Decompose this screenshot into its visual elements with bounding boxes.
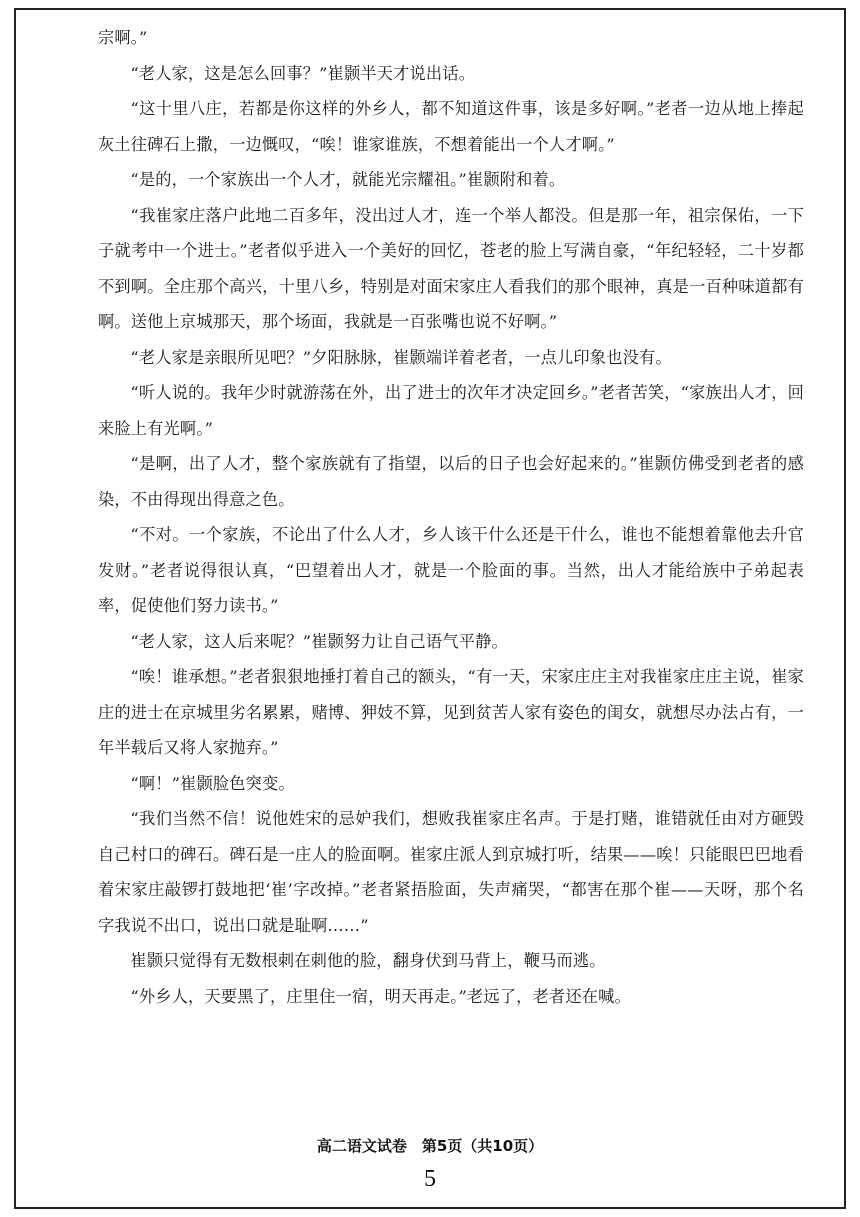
paragraph: “我崔家庄落户此地二百多年，没出过人才，连一个举人都没。但是那一年，祖宗保佑，一下子就考中一个进士。”老者似乎进入一个美好的回忆，苍老的脸上写满自豪，“年纪轻轻，二十岁都不到啊。全庄那个高兴，十里八乡，特别是对面宋家庄人看我们的那个眼神，真是一百种味道都有啊。送他上京城那天，那个场面，我就是一百张嘴也说不好啊。” [98,205,804,331]
paragraph: “我们当然不信！说他姓宋的忌妒我们，想败我崔家庄名声。于是打赌，谁错就任由对方砸毁自己村口的碑石。碑石是一庄人的脸面啊。崔家庄派人到京城打听，结果——唉！只能眼巴巴地看着宋家庄敲锣打鼓地把‘崔’字改掉。”老者紧捂脸面，失声痛哭，“都害在那个崔——天呀，那个名字我说不出口，说出口就是耻啊……” [98,809,804,935]
paragraph: “这十里八庄，若都是你这样的外乡人，都不知道这件事，该是多好啊。”老者一边从地上捧起灰土往碑石上撒，一边慨叹，“唉！谁家谁族，不想着能出一个人才啊。” [98,99,804,154]
paragraph: “不对。一个家族，不论出了什么人才，乡人该干什么还是干什么，谁也不能想着靠他去升官发财。”老者说得很认真，“巴望着出人才，就是一个脸面的事。当然，出人才能给族中子弟起表率，促使他们努力读书。” [98,525,804,615]
paragraph: “老人家，这是怎么回事？”崔颢半天才说出话。 [130,63,476,83]
paragraph: “唉！谁承想。”老者狠狠地捶打着自己的额头，“有一天，宋家庄庄主对我崔家庄庄主说，崔家庄的进士在京城里劣名累累，赌博、狎妓不算，见到贫苦人家有姿色的闺女，就想尽办法占有，一年半载后又将人家抛弃。” [98,667,804,757]
page-footer: 高二语文试卷 第5页（共10页） [316,1137,544,1155]
paragraph: 崔颢只觉得有无数根刺在刺他的脸，翻身伏到马背上，鞭马而逃。 [130,951,606,970]
paragraph: “是的，一个家族出一个人才，就能光宗耀祖。”崔颢附和着。 [130,170,566,189]
paragraph: “啊！”崔颢脸色突变。 [130,773,295,793]
paragraph: “外乡人，天要黑了，庄里住一宿，明天再走。”老远了，老者还在喊。 [130,986,631,1006]
paragraph: 宗啊。” [98,28,148,47]
paragraph: “是啊，出了人才，整个家族就有了指望，以后的日子也会好起来的。”崔颢仿佛受到老者的感染，不由得现出得意之色。 [98,454,804,509]
paragraph: “老人家是亲眼所见吧？”夕阳脉脉，崔颢端详着老者，一点儿印象也没有。 [130,347,672,367]
paragraph: “老人家，这人后来呢？”崔颢努力让自己语气平静。 [130,631,508,651]
body-text [98,20,804,1014]
paragraph: “听人说的。我年少时就游荡在外，出了进士的次年才决定回乡。”老者苦笑，“家族出人才，回来脸上有光啊。” [98,383,804,438]
page-number: 5 [424,1166,436,1192]
